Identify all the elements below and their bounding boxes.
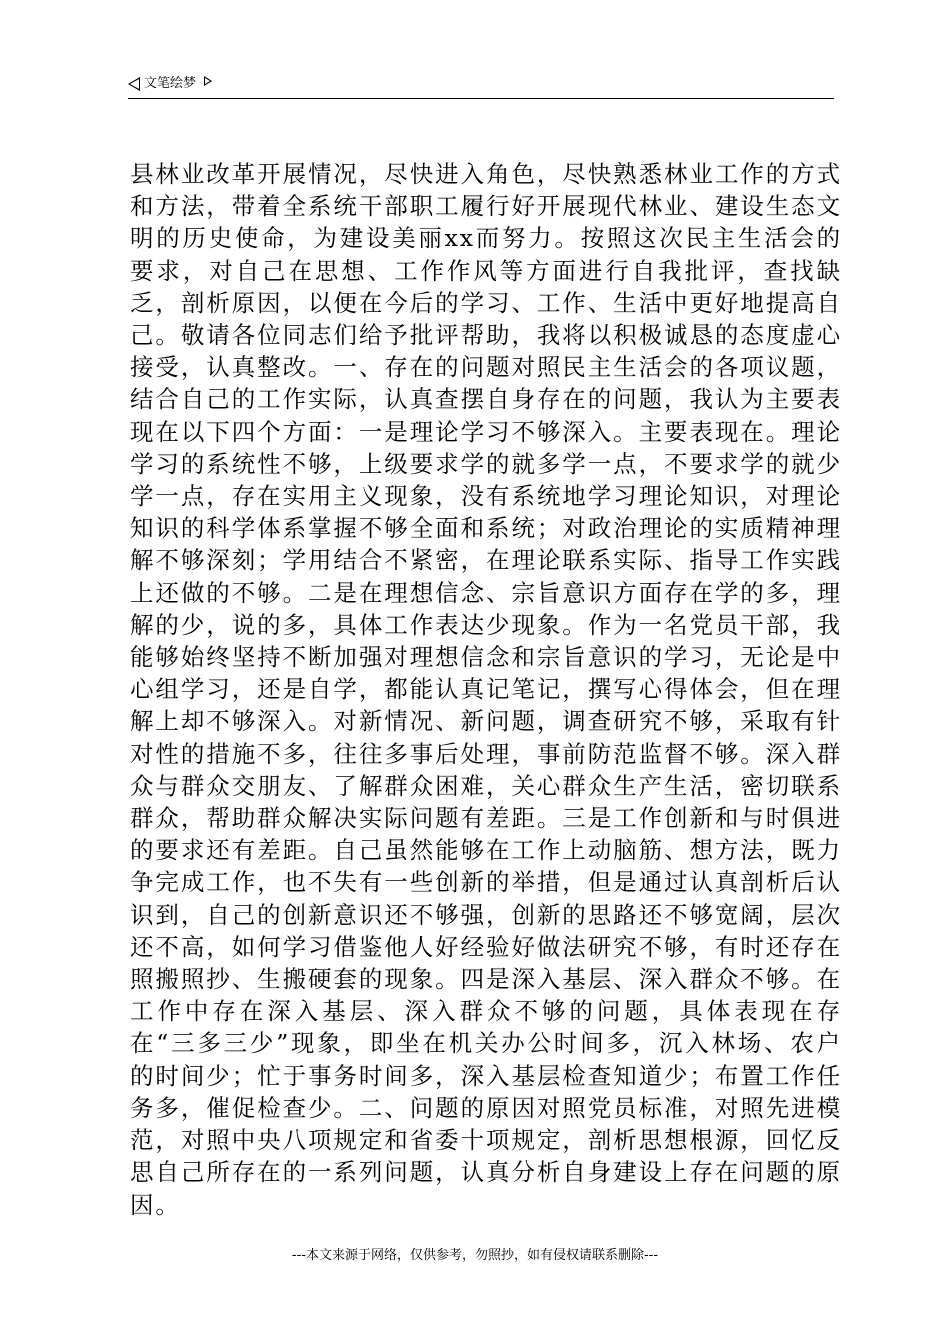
header-brand — [128, 76, 212, 92]
triangle-right-icon — [204, 76, 212, 86]
page-footer: ---本文来源于网络，仅供参考，勿照抄，如有侵权请联系删除--- — [291, 1248, 659, 1263]
document-body — [130, 158, 842, 1221]
page-header — [128, 74, 834, 99]
triangle-left-icon — [128, 77, 140, 91]
body-paragraph: 县林业改革开展情况，尽快进入角色，尽快熟悉林业工作的方式和方法，带着全系统干部职工履行好开展现代林业、建设生态文明的历史使命，为建设美丽xx而努力。按照这次民主生活会的要求，对自己在思想、工作作风等方面进行自我批评，查找缺乏，剖析原因，以便在今后的学习、工作、生活中更好地提高自己。敬请各位同志们给予批评帮助，我将以积极诚恳的态度虚心接受，认真整改。一、存在的问题对照民主生活会的各项议题，结合自己的工作实际，认真查摆自身存在的问题，我认为主要表现在以下四个方面：一是理论学习不够深入。主要表现在。理论学习的系统性不够，上级要求学的就多学一点，不要求学的就少学一点，存在实用主义现象，没有系统地学习理论知识，对理论知识的科学体系掌握不够全面和系统；对政治理论的实质精神理解不够深刻；学用结合不紧密，在理论联系实际、指导工作实践上还做的不够。二是在理想信念、宗旨意识方面存在学的多，理解的少，说的多，具体工作表达少现象。作为一名党员干部，我能够始终坚持不断加强对理想信念和宗旨意识的学习，无论是中心组学习，还是自学，都能认真记笔记，撰写心得体会，但在理解上却不够深入。对新情况、新问题，调查研究不够，采取有针对性的措施不多，往往多事后处理，事前防范监督不够。深入群众与群众交朋友、了解群众困难，关心群众生产生活，密切联系群众，帮助群众解决实际问题有差距。三是工作创新和与时俱进的要求还有差距。自己虽然能够在工作上动脑筋、想方法，既力争完成工作，也不失有一些创新的举措，但是通过认真剖析后认识到，自己的创新意识还不够强，创新的思路还不够宽阔，层次还不高，如何学习借鉴他人好经验好做法研究不够，有时还存在照搬照抄、生搬硬套的现象。四是深入基层、深入群众不够。在工作中存在深入基层、深入群众不够的问题，具体表现在存在“三多三少”现象，即坐在机关办公时间多，沉入林场、农户的时间少；忙于事务时间多，深入基层检查知道少；布置工作任务多，催促检查少。二、问题的原因对照党员标准，对照先进模范，对照中央八项规定和省委十项规定，剖析思想根源，回忆反思自己所存在的一系列问题，认真分析自身建设上存在问题的原因。 — [130, 160, 842, 1219]
header-brand-text: 文笔绘梦 — [144, 76, 197, 91]
